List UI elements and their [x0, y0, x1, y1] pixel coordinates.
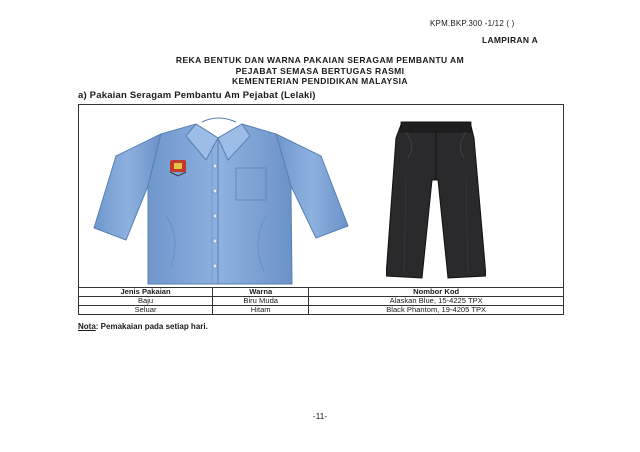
specification-table: [78, 287, 564, 315]
table-cell: Baju: [79, 297, 213, 306]
shirt-image: [86, 116, 356, 286]
reference-number: KPM.BKP.300 -1/12 ( ): [430, 19, 515, 28]
table-cell: Hitam: [213, 306, 309, 315]
trousers-image: [386, 118, 486, 282]
note: [78, 322, 208, 331]
section-heading: a) Pakaian Seragam Pembantu Am Pejabat (Lelaki): [78, 90, 316, 101]
document-title: [0, 55, 640, 87]
table-cell: Biru Muda: [213, 297, 309, 306]
column-header: Nombor Kod: [309, 288, 564, 297]
title-line: REKA BENTUK DAN WARNA PAKAIAN SERAGAM PEMBANTU AM: [175, 55, 465, 65]
table-cell: Seluar: [79, 306, 213, 315]
title-line: PEJABAT SEMASA BERTUGAS RASMI: [235, 65, 405, 76]
note-text: : Pemakaian pada setiap hari.: [95, 322, 208, 331]
title-line: KEMENTERIAN PENDIDIKAN MALAYSIA: [232, 76, 408, 86]
page-number: -11-: [312, 411, 328, 421]
attachment-label: LAMPIRAN A: [482, 35, 539, 45]
column-header: Jenis Pakaian: [79, 288, 213, 297]
note-label: Nota: [78, 322, 96, 331]
table-cell: Black Phantom, 19-4205 TPX: [309, 306, 564, 315]
table-row: [79, 306, 564, 315]
column-header: Warna: [213, 288, 309, 297]
table-cell: Alaskan Blue, 15-4225 TPX: [309, 297, 564, 306]
